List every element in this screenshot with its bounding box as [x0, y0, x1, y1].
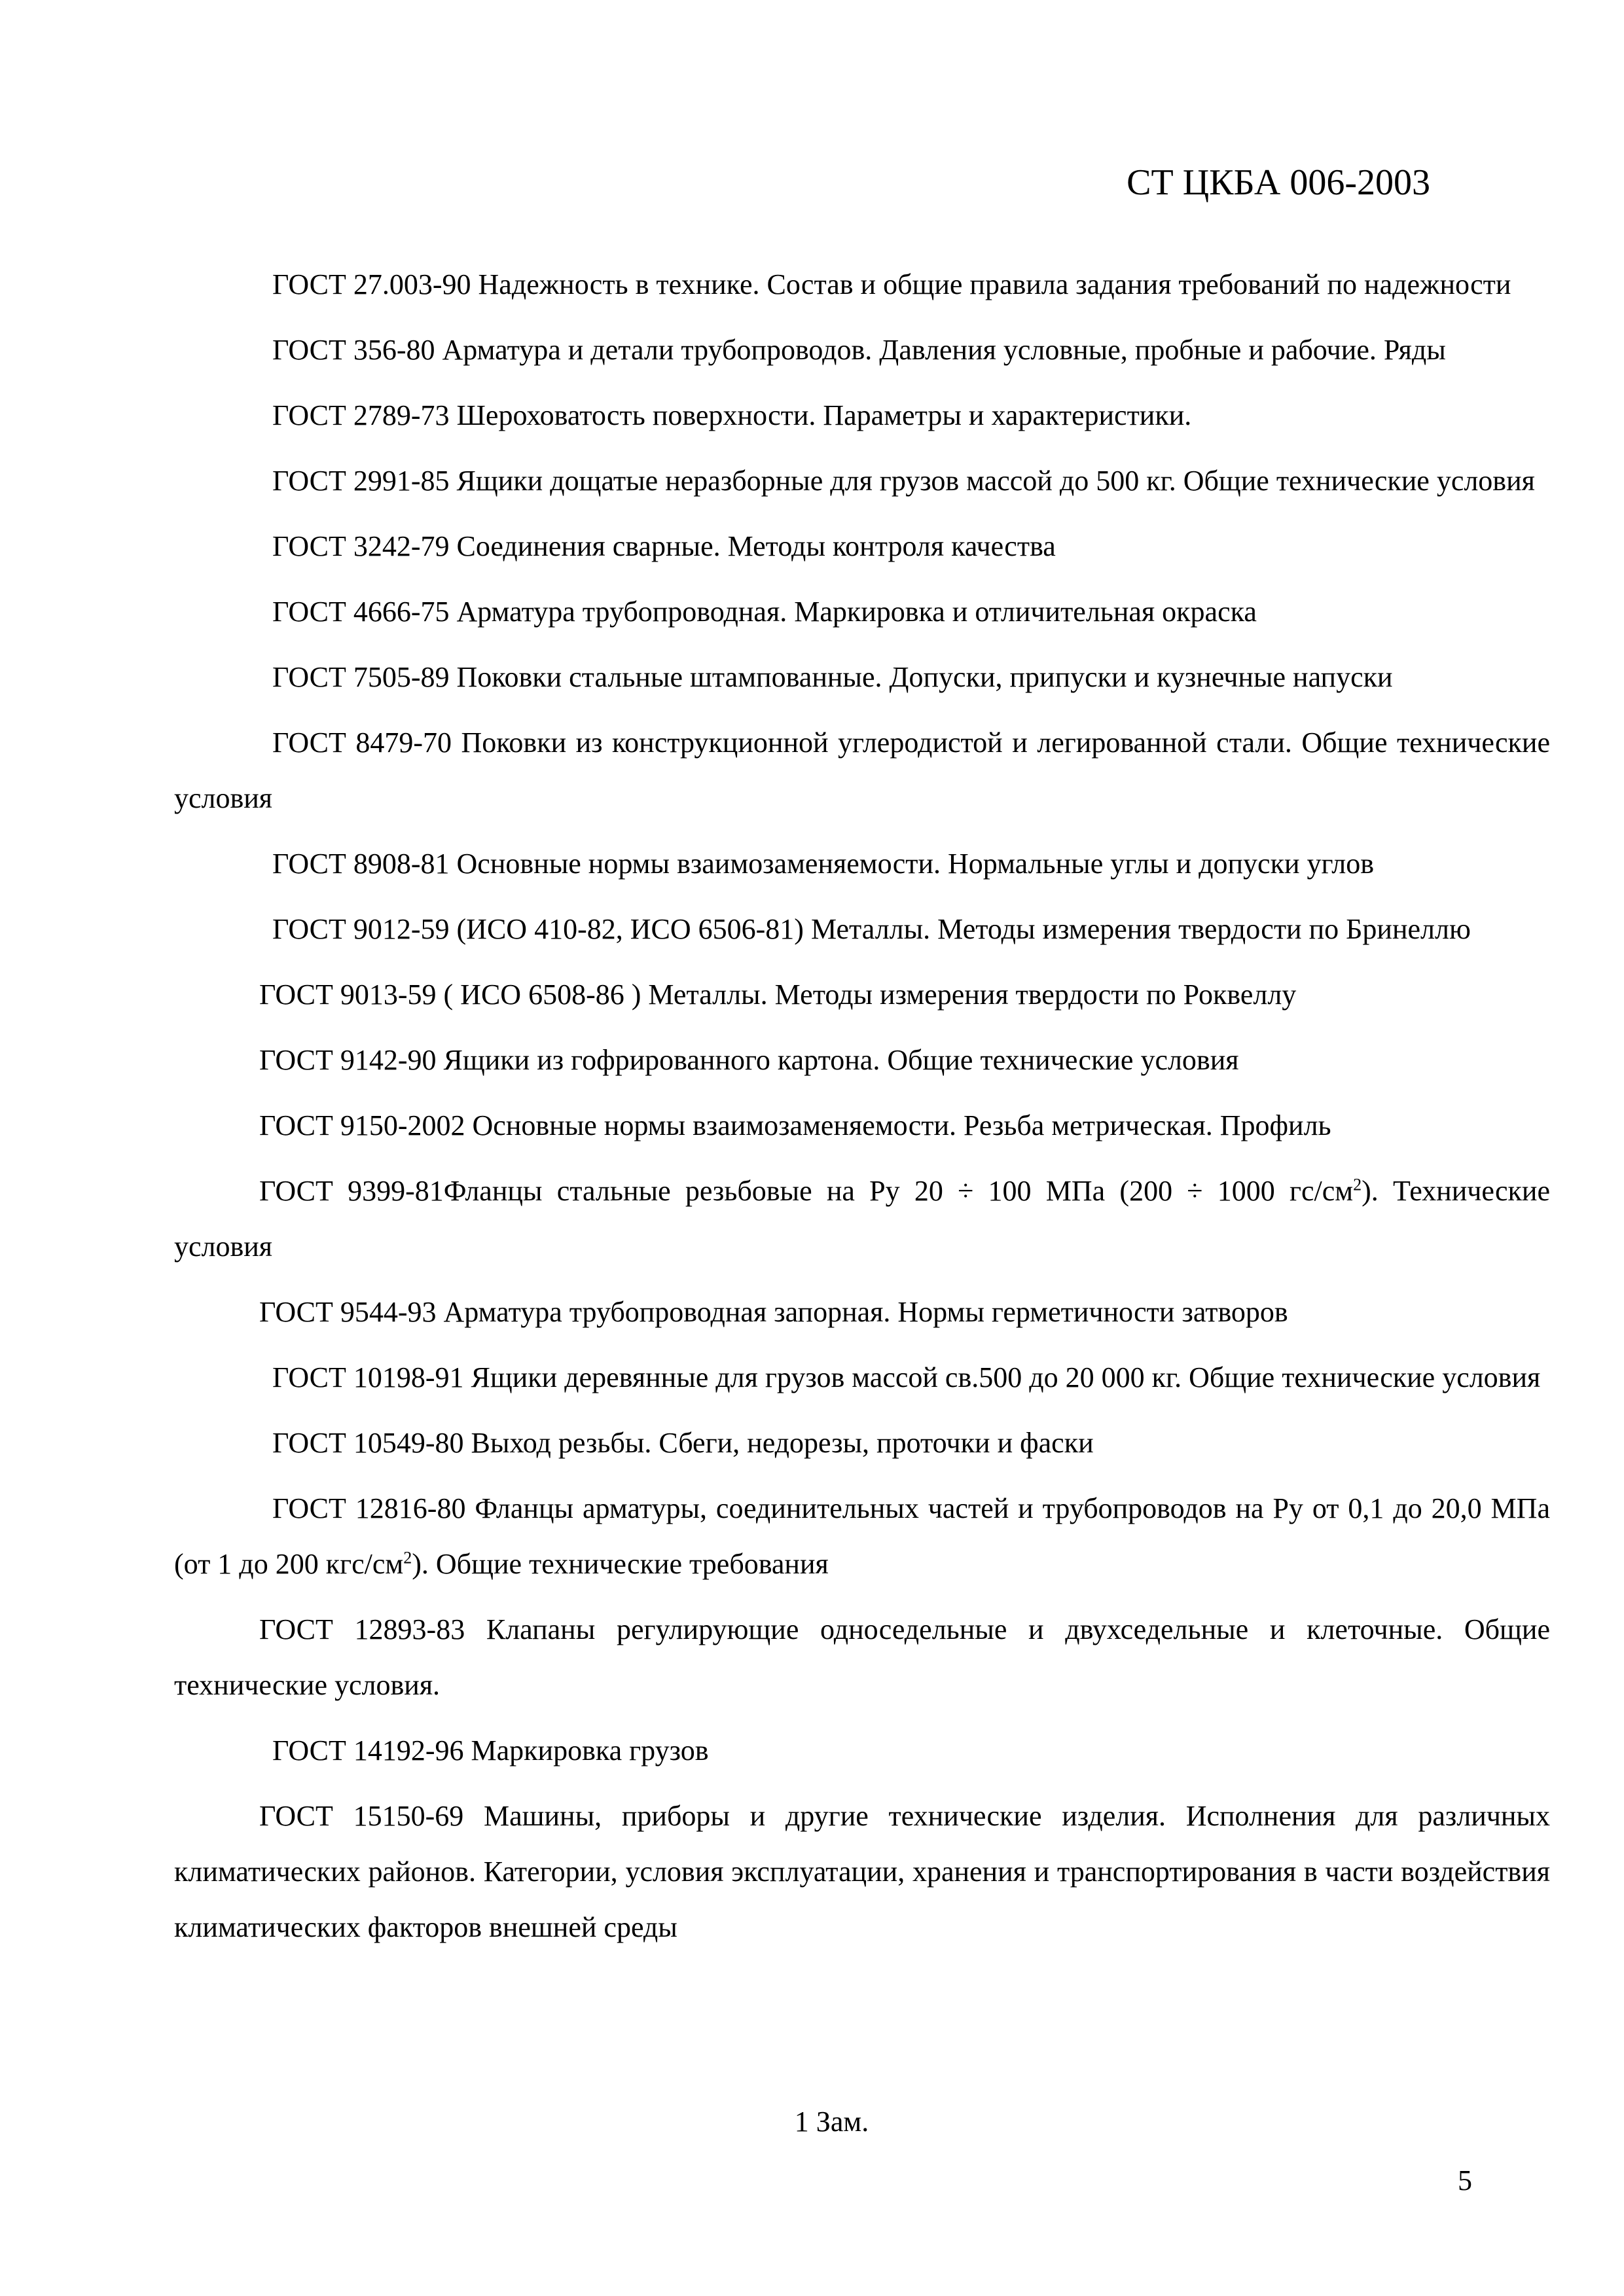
page-number: 5	[1458, 2164, 1472, 2197]
reference-item	[174, 1163, 1550, 1274]
reference-item: ГОСТ 2991-85 Ящики дощатые неразборные для грузов массой до 500 кг. Общие технические условия	[272, 465, 1535, 497]
reference-item: ГОСТ 9012-59 (ИСО 410-82, ИСО 6506-81) Металлы. Методы измерения твердости по Бринеллю	[272, 913, 1471, 945]
document-code: СТ ЦКБА 006-2003	[1127, 162, 1430, 203]
superscript-exponent: 2	[1353, 1175, 1362, 1194]
change-mark: 1 Зам.	[794, 2106, 869, 2138]
reference-item: ГОСТ 10549-80 Выход резьбы. Сбеги, недорезы, проточки и фаски	[272, 1427, 1094, 1459]
reference-item: ГОСТ 4666-75 Арматура трубопроводная. Маркировка и отличительная окраска	[272, 596, 1257, 628]
reference-item: ГОСТ 8908-81 Основные нормы взаимозаменяемости. Нормальные углы и допуски углов	[272, 848, 1375, 880]
reference-list	[174, 257, 1550, 1965]
reference-item: ГОСТ 356-80 Арматура и детали трубопроводов. Давления условные, пробные и рабочие. Ряды	[272, 334, 1446, 366]
reference-item: ГОСТ 3242-79 Соединения сварные. Методы контроля качества	[272, 530, 1056, 562]
reference-item: ГОСТ 9150-2002 Основные нормы взаимозаменяемости. Резьба метрическая. Профиль	[259, 1109, 1331, 1141]
reference-item: ГОСТ 15150-69 Машины, приборы и другие технические изделия. Исполнения для различных климатических районов. Категории, условия эксплуатации, хранения и транспортирования в части воздействия климатических факторов внешней среды	[174, 1800, 1550, 1943]
reference-text: ). Технические условия	[174, 1175, 1550, 1263]
reference-text: ГОСТ 12816-80 Фланцы арматуры, соединительных частей и трубопроводов на Ру от 0,1 до 20,0 МПа (от 1 до 200 кгс/см	[174, 1492, 1550, 1580]
reference-item: ГОСТ 10198-91 Ящики деревянные для грузов массой св.500 до 20 000 кг. Общие технические условия	[272, 1361, 1541, 1393]
reference-item: ГОСТ 9142-90 Ящики из гофрированного картона. Общие технические условия	[259, 1044, 1239, 1076]
superscript-exponent: 2	[403, 1548, 412, 1568]
reference-item: ГОСТ 8479-70 Поковки из конструкционной углеродистой и легированной стали. Общие технические условия	[174, 726, 1550, 814]
reference-text: ГОСТ 9399-81Фланцы стальные резьбовые на Ру 20 ÷ 100 МПа (200 ÷ 1000 гс/см	[259, 1175, 1354, 1207]
reference-item: ГОСТ 2789-73 Шероховатость поверхности. Параметры и характеристики.	[272, 399, 1192, 431]
reference-item	[174, 1480, 1550, 1592]
reference-item: ГОСТ 9013-59 ( ИСО 6508-86 ) Металлы. Методы измерения твердости по Роквеллу	[259, 978, 1297, 1011]
reference-text: ). Общие технические требования	[412, 1548, 829, 1580]
reference-item: ГОСТ 14192-96 Маркировка грузов	[272, 1734, 709, 1767]
reference-item: ГОСТ 9544-93 Арматура трубопроводная запорная. Нормы герметичности затворов	[259, 1296, 1288, 1328]
reference-item: ГОСТ 27.003-90 Надежность в технике. Состав и общие правила задания требований по надежности	[272, 268, 1511, 300]
reference-item: ГОСТ 12893-83 Клапаны регулирующие односедельные и двухседельные и клеточные. Общие технические условия.	[174, 1613, 1550, 1701]
reference-item: ГОСТ 7505-89 Поковки стальные штампованные. Допуски, припуски и кузнечные напуски	[272, 661, 1393, 693]
